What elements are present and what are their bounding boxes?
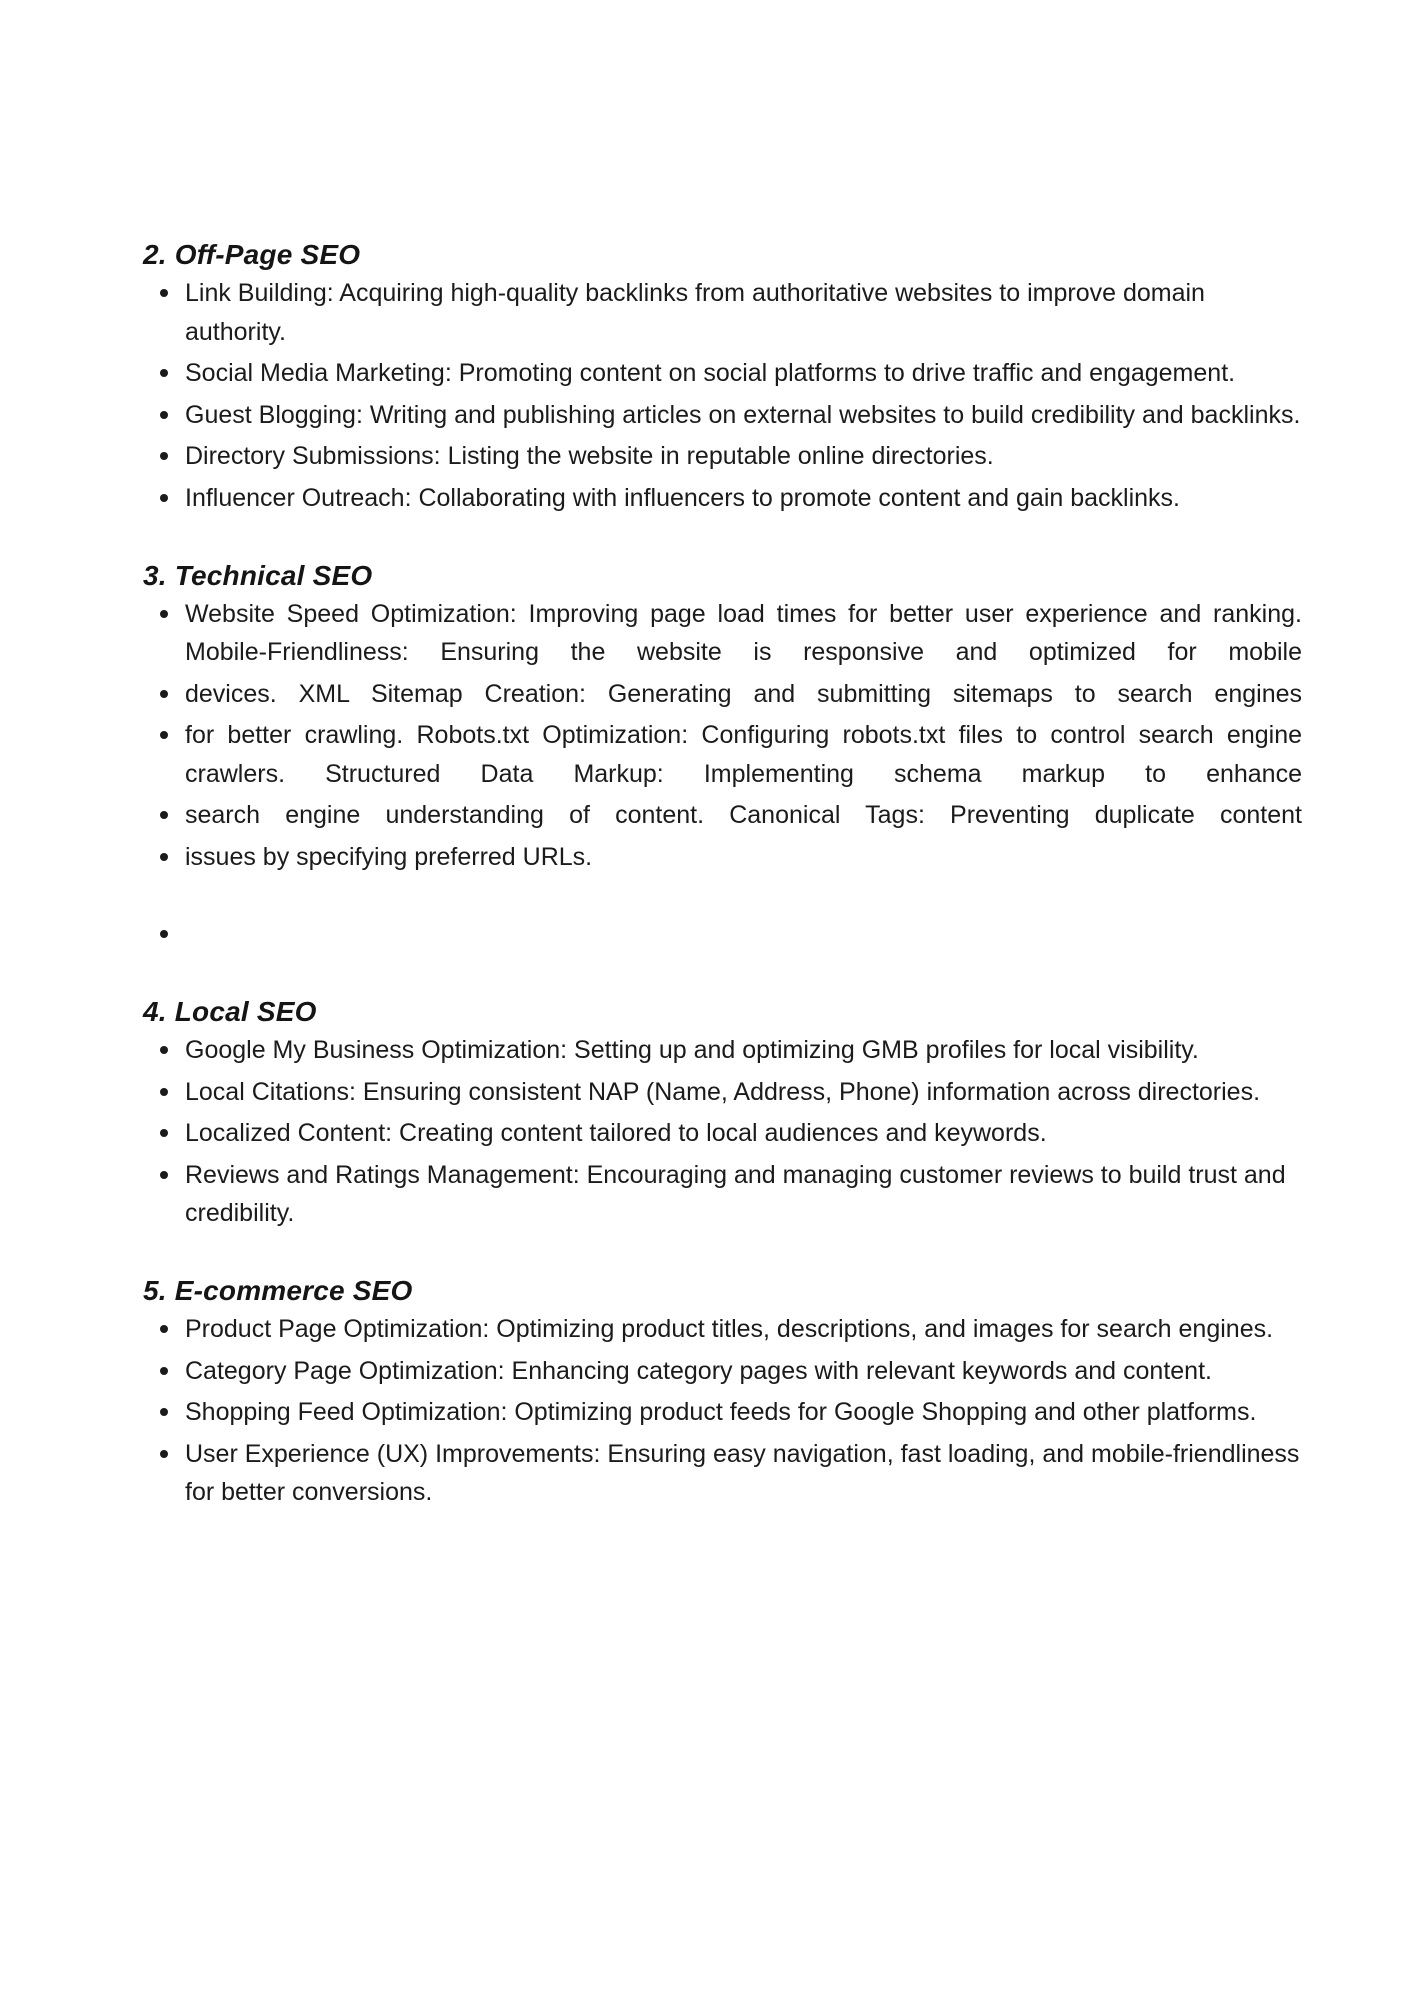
list-item bbox=[143, 838, 1302, 877]
list-item bbox=[143, 1352, 1302, 1391]
list-item-text: devices. XML Sitemap Creation: Generating and submitting sitemaps to search engines bbox=[185, 679, 1302, 708]
list-item bbox=[143, 396, 1302, 435]
section-ecommerce-seo bbox=[143, 1271, 1302, 1512]
bullet-icon bbox=[160, 494, 168, 502]
bullet-icon bbox=[160, 1408, 168, 1416]
bullet-icon bbox=[160, 289, 168, 297]
bullet-icon bbox=[160, 1129, 168, 1137]
list-item-text: Localized Content: Creating content tailored to local audiences and keywords. bbox=[185, 1119, 1047, 1147]
bullet-icon bbox=[160, 452, 168, 460]
list-item-text: Google My Business Optimization: Setting up and optimizing GMB profiles for local visibility. bbox=[185, 1036, 1199, 1064]
bullet-icon bbox=[160, 1325, 168, 1333]
list-item-empty bbox=[143, 915, 1302, 954]
list-item bbox=[143, 1435, 1302, 1512]
list-item-text: Directory Submissions: Listing the website in reputable online directories. bbox=[185, 442, 994, 470]
bullet-icon bbox=[160, 610, 168, 618]
list-item-text: Guest Blogging: Writing and publishing articles on external websites to build credibility and backlinks. bbox=[185, 400, 1301, 429]
bullet-icon bbox=[160, 690, 168, 698]
bullet-icon bbox=[160, 411, 168, 419]
section-local-seo bbox=[143, 992, 1302, 1233]
bullet-list bbox=[143, 1031, 1302, 1233]
bullet-list bbox=[143, 1310, 1302, 1512]
list-item-text: Product Page Optimization: Optimizing product titles, descriptions, and images for search engines. bbox=[185, 1315, 1274, 1343]
list-item-text: Local Citations: Ensuring consistent NAP (Name, Address, Phone) information across directories. bbox=[185, 1077, 1261, 1106]
bullet-icon bbox=[160, 731, 168, 739]
bullet-icon bbox=[160, 1046, 168, 1054]
list-item bbox=[143, 595, 1302, 672]
list-item-text: search engine understanding of content. Canonical Tags: Preventing duplicate content bbox=[185, 801, 1302, 829]
list-item bbox=[143, 675, 1302, 714]
bullet-icon bbox=[160, 930, 168, 938]
list-item bbox=[143, 1073, 1302, 1112]
list-item-text: Reviews and Ratings Management: Encouraging and managing customer reviews to build trust and credibility. bbox=[185, 1160, 1286, 1227]
section-heading: 5. E-commerce SEO bbox=[143, 1275, 413, 1306]
list-item bbox=[143, 1114, 1302, 1153]
list-item bbox=[143, 1310, 1302, 1349]
bullet-icon bbox=[160, 811, 168, 819]
section-heading: 4. Local SEO bbox=[143, 996, 317, 1027]
list-item bbox=[143, 274, 1302, 351]
list-item-text: Category Page Optimization: Enhancing category pages with relevant keywords and content. bbox=[185, 1356, 1212, 1385]
list-item-text: Website Speed Optimization: Improving page load times for better user experience and ranking. Mobile-Friendliness: Ensuring the website is responsive and optimized for mobile bbox=[185, 599, 1302, 666]
section-technical-seo bbox=[143, 556, 1302, 954]
list-item bbox=[143, 479, 1302, 518]
list-item-text: for better crawling. Robots.txt Optimization: Configuring robots.txt files to control search engine crawlers. Structured Data Markup: Implementing schema markup to enhance bbox=[185, 721, 1302, 788]
list-item bbox=[143, 1031, 1302, 1070]
list-item-text: Link Building: Acquiring high-quality backlinks from authoritative websites to improve domain authority. bbox=[185, 279, 1205, 346]
list-item-text: Influencer Outreach: Collaborating with influencers to promote content and gain backlinks. bbox=[185, 483, 1181, 512]
list-item bbox=[143, 1156, 1302, 1233]
section-heading: 2. Off-Page SEO bbox=[143, 239, 361, 270]
list-item-text: Shopping Feed Optimization: Optimizing product feeds for Google Shopping and other platforms. bbox=[185, 1398, 1257, 1426]
bullet-icon bbox=[160, 369, 168, 377]
section-heading: 3. Technical SEO bbox=[143, 559, 373, 591]
list-item bbox=[143, 796, 1302, 835]
bullet-icon bbox=[160, 853, 168, 861]
bullet-list bbox=[143, 274, 1302, 517]
list-item bbox=[143, 354, 1302, 393]
bullet-icon bbox=[160, 1367, 168, 1375]
list-item-text: User Experience (UX) Improvements: Ensuring easy navigation, fast loading, and mobile-friendliness for better conversions. bbox=[185, 1439, 1300, 1506]
bullet-icon bbox=[160, 1171, 168, 1179]
list-item-text: issues by specifying preferred URLs. bbox=[185, 842, 593, 871]
bullet-icon bbox=[160, 1088, 168, 1096]
list-item bbox=[143, 716, 1302, 793]
section-off-page-seo bbox=[143, 235, 1302, 517]
bullet-list bbox=[143, 595, 1302, 954]
list-item bbox=[143, 437, 1302, 476]
bullet-icon bbox=[160, 1450, 168, 1458]
list-item-text: Social Media Marketing: Promoting content on social platforms to drive traffic and engagement. bbox=[185, 359, 1236, 387]
list-item bbox=[143, 1393, 1302, 1432]
